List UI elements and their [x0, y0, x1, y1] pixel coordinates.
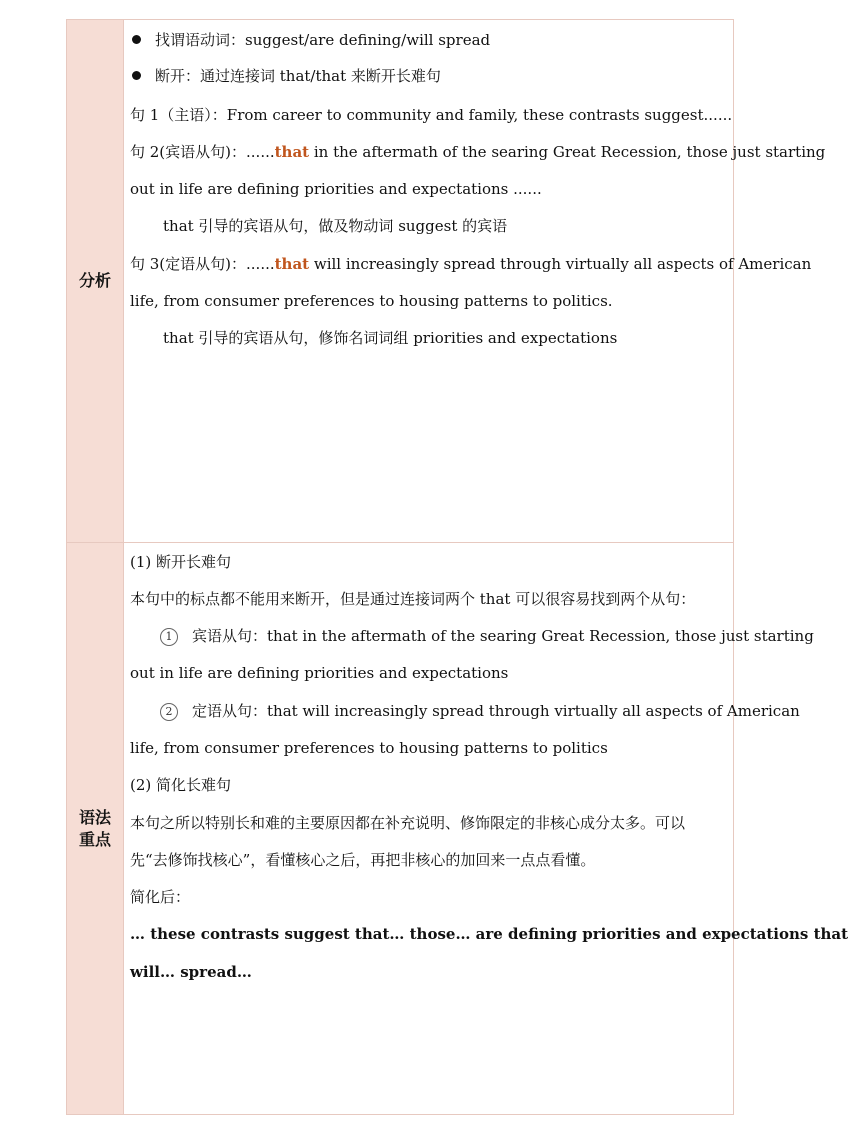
circled-number-icon: 2 [160, 703, 178, 721]
sentence-2: 句 2(宾语从句)：......that in the aftermath of the searing Great Recession, those just starting [130, 143, 826, 161]
analysis-table [66, 19, 848, 1115]
sentence-2-note: that 引导的宾语从句，做及物动词 suggest 的宾语 [163, 217, 508, 235]
bullet-predicate: 找谓语动词：suggest/are defining/will spread [130, 30, 729, 50]
simplify-explanation-continued: 先“去修饰找核心”，看懂核心之后，再把非核心的加回来一点点看懂。 [130, 851, 596, 869]
clause-item-2: 2 定语从句：that will increasingly spread through virtually all aspects of American [160, 701, 729, 721]
analysis-row [67, 20, 826, 543]
bullet-dot-icon [132, 35, 141, 44]
simplify-explanation: 本句之所以特别长和难的主要原因都在补充说明、修饰限定的非核心成分太多。可以 [130, 814, 686, 832]
section-heading-simplify: (2) 简化长难句 [130, 776, 232, 794]
highlight-that: that [274, 143, 310, 161]
sentence-3-note: that 引导的宾语从句，修饰名词词组 priorities and expectations [163, 329, 618, 347]
simplified-sentence-continued: will… spread… [130, 963, 252, 981]
sentence-2-continued: out in life are defining priorities and expectations ...... [130, 180, 542, 198]
split-explanation: 本句中的标点都不能用来断开，但是通过连接词两个 that 可以很容易找到两个从句： [130, 590, 696, 608]
sentence-3-continued: life, from consumer preferences to housing patterns to politics. [130, 292, 613, 310]
sentence-3: 句 3(定语从句)：......that will increasingly spread through virtually all aspects of American [130, 255, 812, 273]
bullet-split: 断开：通过连接词 that/that 来断开长难句 [130, 66, 729, 86]
clause-item-2-continued: life, from consumer preferences to housing patterns to politics [130, 739, 608, 757]
section-heading-split: (1) 断开长难句 [130, 553, 232, 571]
clause-item-1: 1 宾语从句：that in the aftermath of the searing Great Recession, those just starting [160, 626, 729, 646]
analysis-label: 分析 [67, 20, 124, 542]
simplified-label: 简化后： [130, 888, 191, 906]
grammar-content [130, 543, 848, 1114]
grammar-label: 语法 重点 [67, 543, 124, 1114]
sentence-1: 句 1（主语）：From career to community and family, these contrasts suggest...... [130, 106, 733, 124]
highlight-that: that [274, 255, 310, 273]
simplified-sentence: … these contrasts suggest that… those… are defining priorities and expectations that [130, 925, 848, 943]
bullet-dot-icon [132, 71, 141, 80]
grammar-row [67, 543, 848, 1114]
circled-number-icon: 1 [160, 628, 178, 646]
clause-item-1-continued: out in life are defining priorities and expectations [130, 664, 509, 682]
analysis-content [130, 20, 826, 542]
